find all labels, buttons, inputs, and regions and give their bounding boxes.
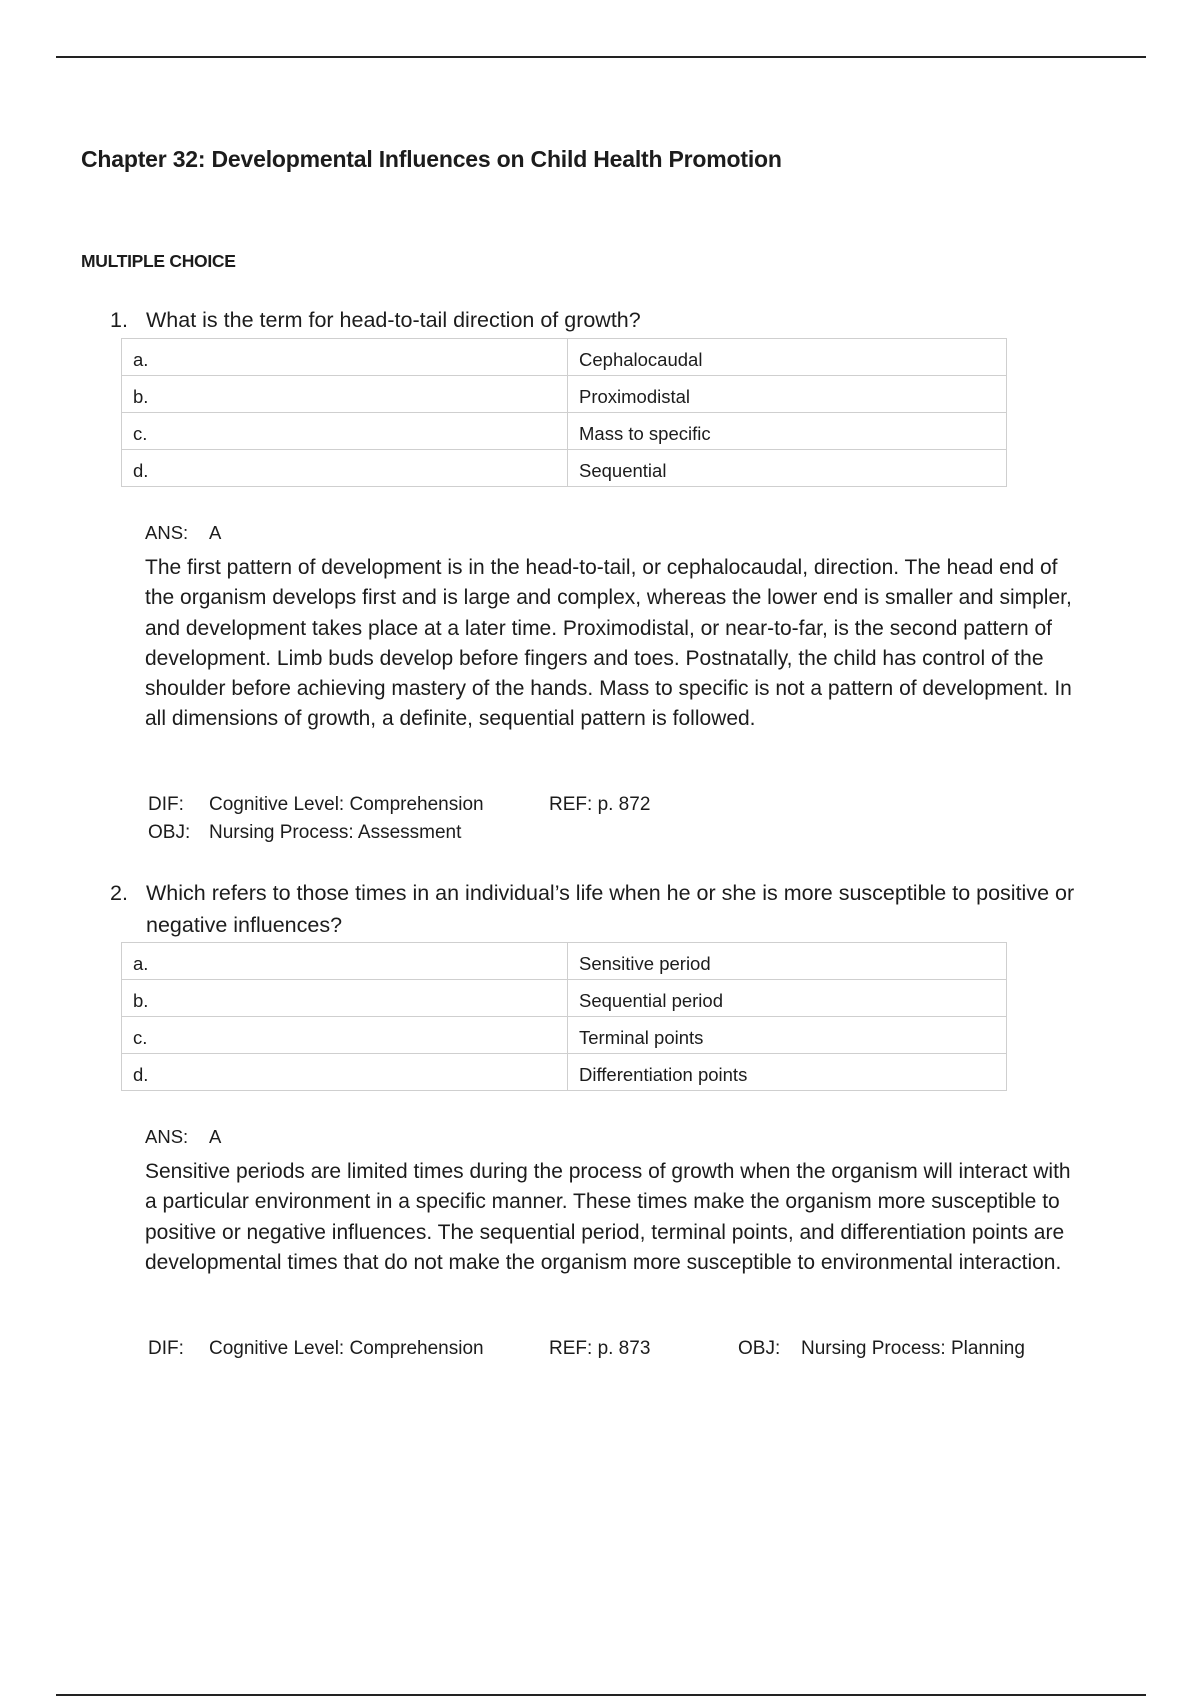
choice-letter: c. xyxy=(122,1017,568,1054)
ref-label: REF: xyxy=(549,1338,593,1359)
choice-letter: b. xyxy=(122,980,568,1017)
question-text: Which refers to those times in an individual’s life when he or she is more susceptible to positive or negative influences? xyxy=(146,881,1075,937)
choices-table-2 xyxy=(121,942,1007,1091)
ref-value: p. 873 xyxy=(597,1338,651,1359)
rationale: Sensitive periods are limited times during the process of growth when the organism will interact with a particular environment in a specific manner. These times make the organism more susceptible to positive or negative influences. The sequential period, terminal points, and differentiation points are developmental times that do not make the organism more susceptible to environmental interaction. xyxy=(145,1160,1071,1274)
choices-table-1 xyxy=(121,338,1007,487)
question-number: 1. xyxy=(110,308,128,332)
choice-letter: a. xyxy=(122,943,568,980)
question-text: What is the term for head-to-tail direction of growth? xyxy=(146,308,641,332)
dif-value: Cognitive Level: Comprehension xyxy=(209,1338,484,1359)
ref-line xyxy=(549,794,650,816)
answer-line xyxy=(145,522,221,544)
ref-line xyxy=(549,1338,650,1360)
choice-text: Mass to specific xyxy=(568,413,1007,450)
choice-text: Sequential xyxy=(568,450,1007,487)
choice-text: Proximodistal xyxy=(568,376,1007,413)
answer-value: A xyxy=(209,1126,222,1147)
answer-label: ANS: xyxy=(145,522,189,543)
choice-letter: b. xyxy=(122,376,568,413)
obj-value: Nursing Process: Planning xyxy=(801,1338,1025,1359)
ref-value: p. 872 xyxy=(597,794,651,815)
ref-label: REF: xyxy=(549,794,593,815)
choice-row xyxy=(122,413,1007,450)
choice-letter: c. xyxy=(122,413,568,450)
choice-text: Terminal points xyxy=(568,1017,1007,1054)
chapter-title: Chapter 32: Developmental Influences on Child Health Promotion xyxy=(81,146,782,172)
choice-text: Sensitive period xyxy=(568,943,1007,980)
obj-label: OBJ: xyxy=(148,822,191,843)
dif-label: DIF: xyxy=(148,794,184,815)
obj-value: Nursing Process: Assessment xyxy=(209,822,462,843)
choice-row xyxy=(122,450,1007,487)
choice-row xyxy=(122,943,1007,980)
bottom-rule xyxy=(56,1694,1146,1696)
answer-value: A xyxy=(209,522,222,543)
dif-value: Cognitive Level: Comprehension xyxy=(209,794,484,815)
dif-label: DIF: xyxy=(148,1338,184,1359)
choice-row xyxy=(122,339,1007,376)
dif-line xyxy=(148,1338,484,1360)
choice-letter: d. xyxy=(122,1054,568,1091)
obj-line xyxy=(148,822,461,844)
dif-line xyxy=(148,794,484,816)
answer-line xyxy=(145,1126,221,1148)
choice-row xyxy=(122,1017,1007,1054)
choice-row xyxy=(122,1054,1007,1091)
choice-letter: a. xyxy=(122,339,568,376)
obj-line xyxy=(738,1338,1025,1360)
choice-text: Cephalocaudal xyxy=(568,339,1007,376)
rationale: The first pattern of development is in the head-to-tail, or cephalocaudal, direction. The head end of the organism develops first and is large and complex, whereas the lower end is smaller and simpler, and development takes place at a later time. Proximodistal, or near-to-far, is the second pattern of development. Limb buds develop before fingers and toes. Postnatally, the child has control of the shoulder before achieving mastery of the hands. Mass to specific is not a pattern of development. In all dimensions of growth, a definite, sequential pattern is followed. xyxy=(145,556,1072,731)
question-number: 2. xyxy=(110,881,128,905)
choice-text: Differentiation points xyxy=(568,1054,1007,1091)
answer-label: ANS: xyxy=(145,1126,189,1147)
obj-label: OBJ: xyxy=(738,1338,781,1359)
top-rule xyxy=(56,56,1146,58)
question-1 xyxy=(110,304,1110,336)
choice-text: Sequential period xyxy=(568,980,1007,1017)
question-2 xyxy=(110,877,1110,941)
choice-row xyxy=(122,980,1007,1017)
choice-row xyxy=(122,376,1007,413)
choice-letter: d. xyxy=(122,450,568,487)
section-heading: MULTIPLE CHOICE xyxy=(81,251,236,271)
